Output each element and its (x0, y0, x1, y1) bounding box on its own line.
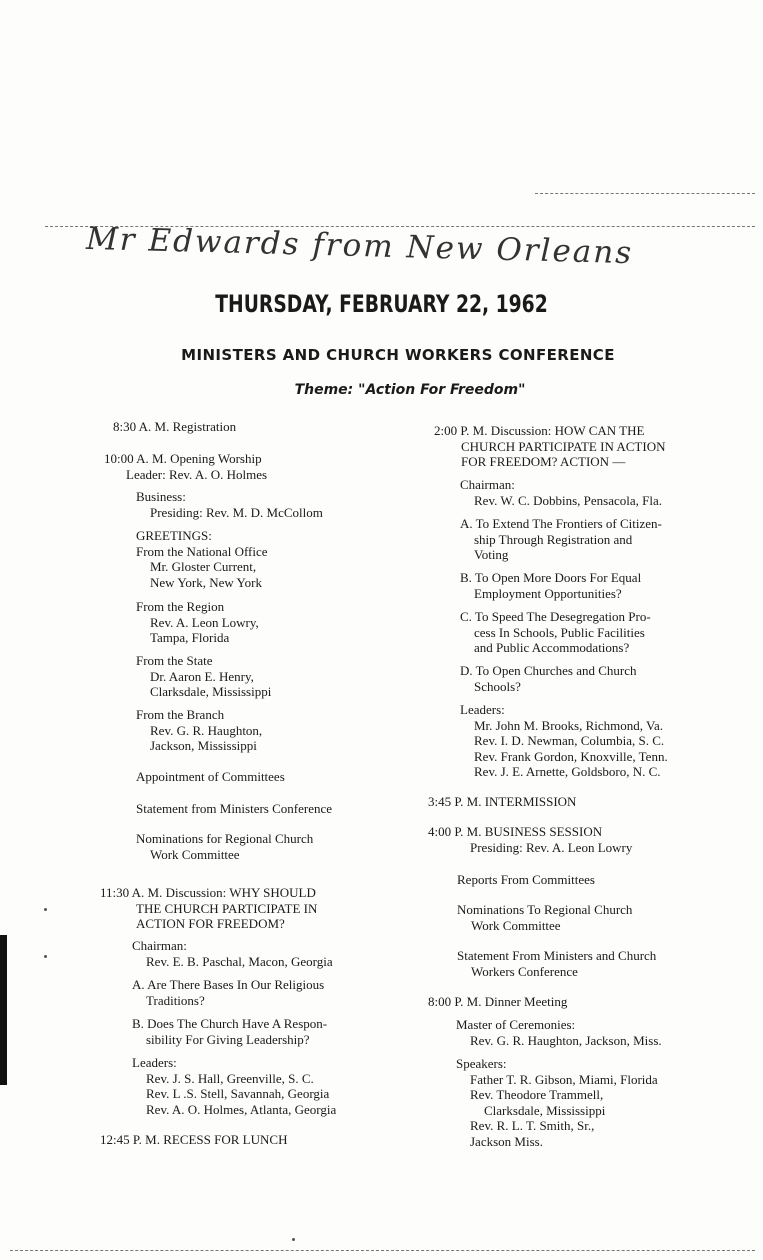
topic-d-line-1: D. To Open Churches and Church (460, 663, 637, 678)
discussion-200-topic-b (460, 570, 641, 601)
leader-2: Rev. I. D. Newman, Columbia, S. C. (474, 733, 665, 749)
greeting-national-office: From the National Office (136, 543, 268, 559)
leader-1: Mr. John M. Brooks, Richmond, Va. (474, 717, 663, 733)
greeting-branch: From the Branch (136, 707, 225, 722)
business-reports (457, 872, 595, 888)
business-block (136, 489, 323, 520)
topic-a-line-1: A. To Extend The Frontiers of Citizen- (460, 516, 662, 531)
schedule-item-discussion-200 (434, 423, 665, 470)
topic-b-line-1: B. To Open More Doors For Equal (460, 570, 642, 585)
greeting-branch-name: Rev. G. R. Haughton, (150, 722, 263, 738)
page-title: THURSDAY, FEBRUARY 22, 1962 (215, 290, 548, 318)
topic-a-line-2: Traditions? (146, 992, 205, 1008)
topic-b-line-2: sibility For Giving Leadership? (146, 1031, 310, 1047)
discussion-200-chairman (460, 477, 662, 508)
statement-text: Statement from Ministers Conference (136, 801, 333, 816)
discussion-200-topic-d (460, 663, 636, 694)
appointment-line (136, 769, 285, 785)
greeting-region: From the Region (136, 599, 225, 614)
scan-speck (44, 908, 47, 911)
nominations-line-1: Nominations To Regional Church (457, 902, 633, 917)
leaders-label: Leaders: (132, 1055, 177, 1070)
schedule-item-recess (100, 1132, 287, 1148)
leader-4: Rev. J. E. Arnette, Goldsboro, N. C. (474, 764, 661, 780)
scan-speck (44, 955, 47, 958)
opening-time-line: 10:00 A. M. Opening Worship (104, 451, 262, 466)
nominations-line-2: Work Committee (150, 846, 240, 862)
business-nominations (457, 902, 632, 933)
nominations-line-1: Nominations for Regional Church (136, 831, 314, 846)
intermission-line: 3:45 P. M. INTERMISSION (428, 794, 577, 809)
speaker-1: Father T. R. Gibson, Miami, Florida (470, 1071, 658, 1087)
greeting-national-name: Mr. Gloster Current, (150, 559, 257, 575)
schedule-item-discussion-1130 (100, 885, 317, 932)
greeting-branch-place: Jackson, Mississippi (150, 738, 257, 754)
scan-edge-bar (0, 935, 7, 1085)
greeting-state-place: Clarksdale, Mississippi (150, 684, 272, 700)
speaker-2: Rev. Theodore Trammell, (470, 1087, 604, 1103)
greetings-label: GREETINGS: (136, 528, 212, 543)
recess-line: 12:45 P. M. RECESS FOR LUNCH (100, 1132, 288, 1147)
topic-b-line-2: Employment Opportunities? (474, 585, 622, 601)
upper-dashed-rule (535, 193, 755, 194)
discussion-1130-topic-a (132, 977, 324, 1008)
topic-a-line-2: ship Through Registration and (474, 531, 633, 547)
schedule-item-dinner (428, 994, 567, 1010)
bottom-dashed-rule (10, 1250, 755, 1251)
chairman-name: Rev. W. C. Dobbins, Pensacola, Fla. (474, 492, 663, 508)
discussion-1130-leaders (132, 1055, 336, 1117)
business-label: Business: (136, 489, 186, 504)
scan-speck (292, 1238, 295, 1241)
discussion-200-leaders (460, 702, 668, 780)
leader-3: Rev. Frank Gordon, Knoxville, Tenn. (474, 748, 668, 764)
discussion-1130-line-2: THE CHURCH PARTICIPATE IN (136, 900, 318, 916)
chairman-name: Rev. E. B. Paschal, Macon, Georgia (146, 953, 333, 969)
business-session-line: 4:00 P. M. BUSINESS SESSION (428, 824, 603, 839)
master-name: Rev. G. R. Haughton, Jackson, Miss. (470, 1032, 662, 1048)
conference-title: MINISTERS AND CHURCH WORKERS CONFERENCE (181, 346, 615, 364)
schedule-item-registration (113, 419, 236, 435)
registration-line: 8:30 A. M. Registration (113, 419, 237, 434)
discussion-200-line-3: FOR FREEDOM? ACTION — (461, 454, 626, 470)
conference-theme: Theme: "Action For Freedom" (294, 382, 526, 398)
discussion-1130-line-3: ACTION FOR FREEDOM? (136, 916, 285, 932)
nominations-line-2: Work Committee (471, 917, 561, 933)
discussion-200-line-1: 2:00 P. M. Discussion: HOW CAN THE (434, 423, 645, 438)
discussion-200-line-2: CHURCH PARTICIPATE IN ACTION (461, 438, 666, 454)
topic-a-line-1: A. Are There Bases In Our Religious (132, 977, 325, 992)
leaders-label: Leaders: (460, 702, 505, 717)
greeting-state: From the State (136, 653, 213, 668)
topic-c-line-3: and Public Accommodations? (474, 640, 630, 656)
greetings-block (136, 528, 268, 590)
statement-line-1: Statement From Ministers and Church (457, 948, 657, 963)
opening-leader: Leader: Rev. A. O. Holmes (126, 466, 268, 482)
chairman-label: Chairman: (460, 477, 515, 492)
speaker-2-place: Clarksdale, Mississippi (484, 1102, 606, 1118)
schedule-item-business-session (428, 824, 632, 855)
business-statement (457, 948, 656, 979)
discussion-1130-line-1: 11:30 A. M. Discussion: WHY SHOULD (100, 885, 316, 900)
topic-a-line-3: Voting (474, 547, 509, 563)
leader-3: Rev. A. O. Holmes, Atlanta, Georgia (146, 1101, 337, 1117)
schedule-item-opening-worship (104, 451, 267, 482)
business-session-presiding: Presiding: Rev. A. Leon Lowry (470, 839, 633, 855)
discussion-1130-chairman (132, 938, 333, 969)
discussion-200-topic-c (460, 609, 651, 656)
greeting-state-block (136, 653, 271, 700)
topic-c-line-1: C. To Speed The Desegregation Pro- (460, 609, 651, 624)
speaker-3-place: Jackson Miss. (470, 1133, 543, 1149)
greeting-national-place: New York, New York (150, 574, 262, 590)
greeting-branch-block (136, 707, 262, 754)
statement-line-2: Workers Conference (471, 963, 578, 979)
dinner-speakers (456, 1056, 658, 1150)
nominations-block (136, 831, 313, 862)
discussion-1130-topic-b (132, 1016, 327, 1047)
master-label: Master of Ceremonies: (456, 1017, 576, 1032)
greeting-region-place: Tampa, Florida (150, 630, 230, 646)
chairman-label: Chairman: (132, 938, 187, 953)
dinner-master (456, 1017, 662, 1048)
schedule-item-intermission (428, 794, 576, 810)
appointment-text: Appointment of Committees (136, 769, 285, 784)
speaker-3: Rev. R. L. T. Smith, Sr., (470, 1118, 595, 1134)
leader-1: Rev. J. S. Hall, Greenville, S. C. (146, 1070, 314, 1086)
greeting-state-name: Dr. Aaron E. Henry, (150, 668, 254, 684)
greeting-region-name: Rev. A. Leon Lowry, (150, 614, 259, 630)
topic-c-line-2: cess In Schools, Public Facilities (474, 624, 645, 640)
leader-2: Rev. L .S. Stell, Savannah, Georgia (146, 1086, 330, 1102)
greeting-region-block (136, 599, 259, 646)
discussion-200-topic-a (460, 516, 662, 563)
handwritten-note: Mr Edwards from New Orleans (85, 220, 634, 272)
topic-d-line-2: Schools? (474, 678, 521, 694)
statement-line (136, 801, 332, 817)
reports-line: Reports From Committees (457, 872, 595, 887)
dinner-line: 8:00 P. M. Dinner Meeting (428, 994, 568, 1009)
topic-b-line-1: B. Does The Church Have A Respon- (132, 1016, 328, 1031)
speakers-label: Speakers: (456, 1056, 507, 1071)
business-presiding: Presiding: Rev. M. D. McCollom (150, 504, 323, 520)
